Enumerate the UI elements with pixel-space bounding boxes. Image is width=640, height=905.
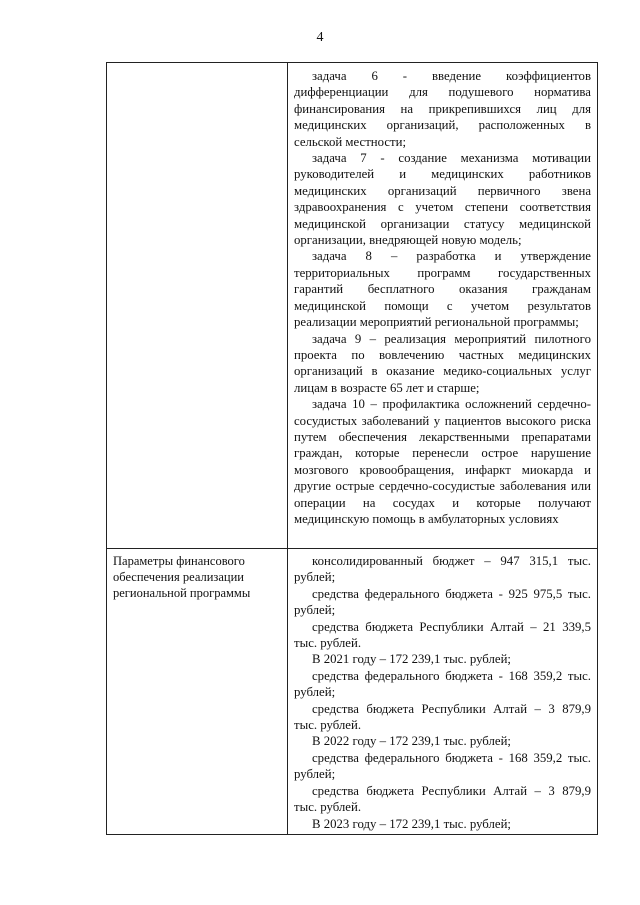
page-number: 4 — [316, 30, 324, 45]
program-passport-table — [106, 62, 598, 835]
financing-parameters-content — [288, 549, 598, 835]
financing-parameters-label: Параметры финансового обеспечения реализации региональной программы — [107, 549, 288, 835]
row-content-cell — [288, 63, 598, 549]
table-row — [107, 63, 598, 549]
funding-line: В 2021 году – 172 239,1 тыс. рублей; — [312, 652, 511, 667]
funding-line: средства федерального бюджета - 168 359,2 тыс. рублей; — [294, 668, 591, 700]
funding-line: средства федерального бюджета - 925 975,5 тыс. рублей; — [294, 586, 591, 618]
task-9-paragraph: задача 9 – реализация мероприятий пилотного проекта по вовлечению частных медицинских организаций в оказание медико-социальных услуг лицам в возрасте 65 лет и старше; — [294, 331, 591, 395]
task-6-paragraph: задача 6 - введение коэффициентов дифференциации для подушевого норматива финансирования на прикрепившихся лиц для медицинских организаций, расположенных в сельской местности; — [294, 69, 591, 149]
funding-line: консолидированный бюджет – 947 315,1 тыс. рублей; — [294, 554, 591, 585]
funding-line: средства федерального бюджета - 168 359,2 тыс. рублей; — [294, 750, 591, 782]
task-7-paragraph: задача 7 - создание механизма мотивации руководителей и медицинских работников медицинских организаций первичного звена здравоохранения с учетом степени соответствия медицинской организации статусу медицинской организации, внедряющей новую модель; — [294, 151, 591, 248]
funding-line: средства бюджета Республики Алтай – 21 339,5 тыс. рублей. — [294, 619, 591, 651]
funding-line: В 2022 году – 172 239,1 тыс. рублей; — [312, 734, 511, 749]
task-10-paragraph: задача 10 – профилактика осложнений сердечно-сосудистых заболеваний у пациентов высокого риска путем обеспечения лекарственными препаратами граждан, которые перенесли острое нарушение мозгового кровообращения, инфаркт миокарда и другие острые сердечно-сосудистые заболевания или операции на сосудах и которые получают медицинскую помощь в амбулаторных условиях — [294, 397, 591, 526]
row-label-cell — [107, 63, 288, 549]
table-row — [107, 549, 598, 835]
task-8-paragraph: задача 8 – разработка и утверждение территориальных программ государственных гарантий бесплатного оказания гражданам медицинской помощи с учетом результатов реализации мероприятий региональной программы; — [294, 249, 591, 330]
funding-line: средства бюджета Республики Алтай – 3 879,9 тыс. рублей. — [294, 701, 591, 733]
funding-line: средства бюджета Республики Алтай – 3 879,9 тыс. рублей. — [294, 783, 591, 815]
funding-line: В 2023 году – 172 239,1 тыс. рублей; — [312, 816, 511, 831]
